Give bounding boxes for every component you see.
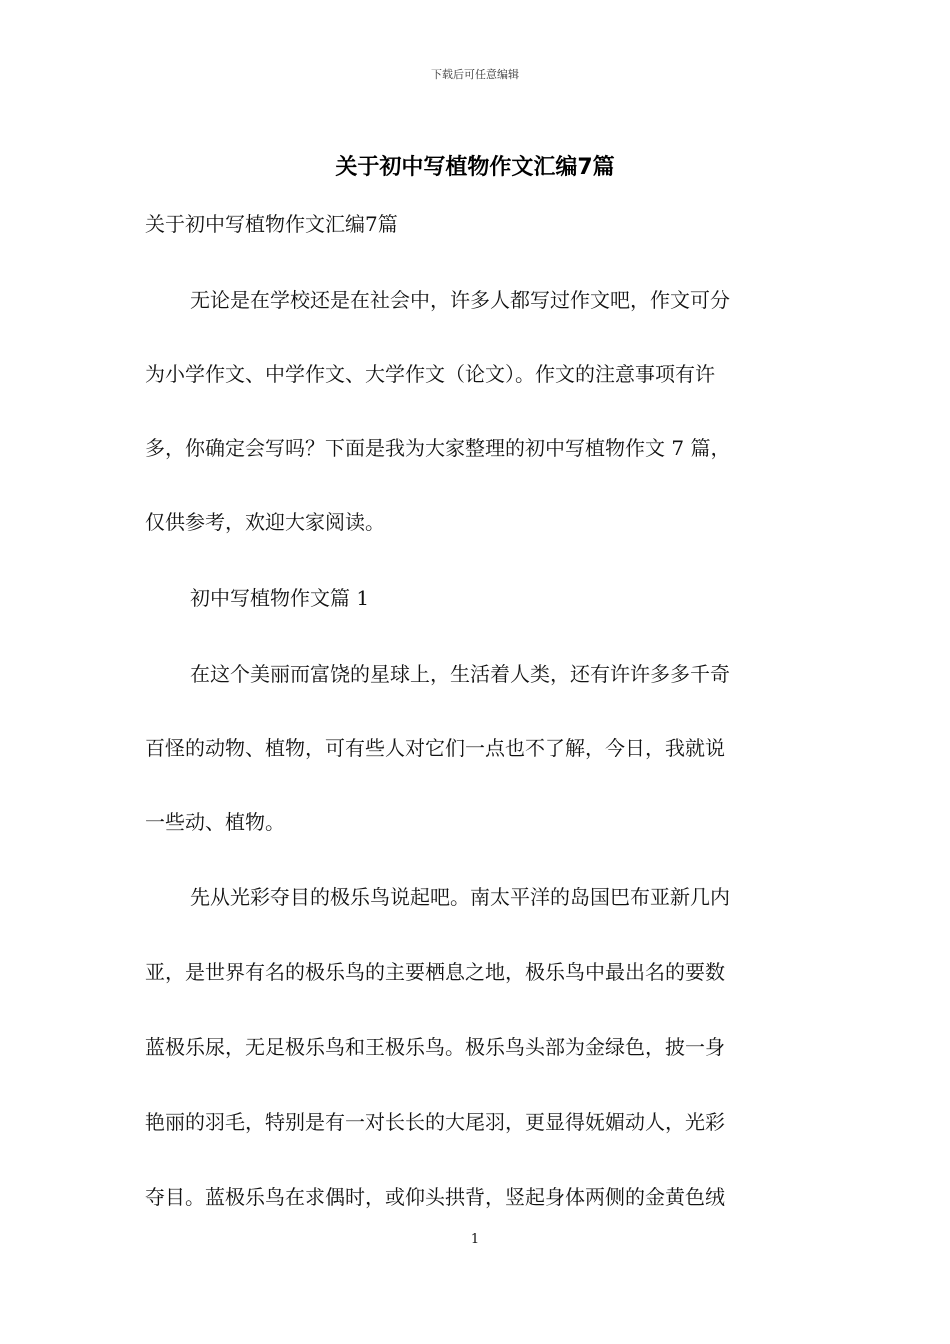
text-line: 艳丽的羽毛，特别是有一对长长的大尾羽，更显得妩媚动人，光彩	[145, 1110, 725, 1134]
text-line: 无论是在学校还是在社会中，许多人都写过作文吧，作文可分	[190, 288, 730, 312]
text-line: 在这个美丽而富饶的星球上，生活着人类，还有许许多多千奇	[190, 662, 730, 686]
text-line: 夺目。蓝极乐鸟在求偶时，或仰头拱背，竖起身体两侧的金黄色绒	[145, 1185, 725, 1209]
text-line: 仅供参考，欢迎大家阅读。	[145, 510, 385, 534]
text-line: 百怪的动物、植物，可有些人对它们一点也不了解，今日，我就说	[145, 736, 725, 760]
document-subtitle: 关于初中写植物作文汇编7篇	[145, 212, 398, 236]
text-line: 先从光彩夺目的极乐鸟说起吧。南太平洋的岛国巴布亚新几内	[190, 885, 730, 909]
text-line: 为小学作文、中学作文、大学作文（论文）。作文的注意事项有许	[145, 362, 715, 386]
text-line: 一些动、植物。	[145, 810, 285, 834]
page-number: 1	[470, 1232, 480, 1247]
page-header: 下载后可任意编辑	[431, 68, 519, 81]
text-line: 多，你确定会写吗？下面是我为大家整理的初中写植物作文 7 篇，	[145, 436, 731, 460]
text-line: 亚，是世界有名的极乐鸟的主要栖息之地，极乐鸟中最出名的要数	[145, 960, 725, 984]
document-title: 关于初中写植物作文汇编7篇	[335, 155, 615, 180]
section-heading: 初中写植物作文篇 1	[190, 586, 370, 610]
text-line: 蓝极乐尿，无足极乐鸟和王极乐鸟。极乐鸟头部为金绿色，披一身	[145, 1035, 725, 1059]
